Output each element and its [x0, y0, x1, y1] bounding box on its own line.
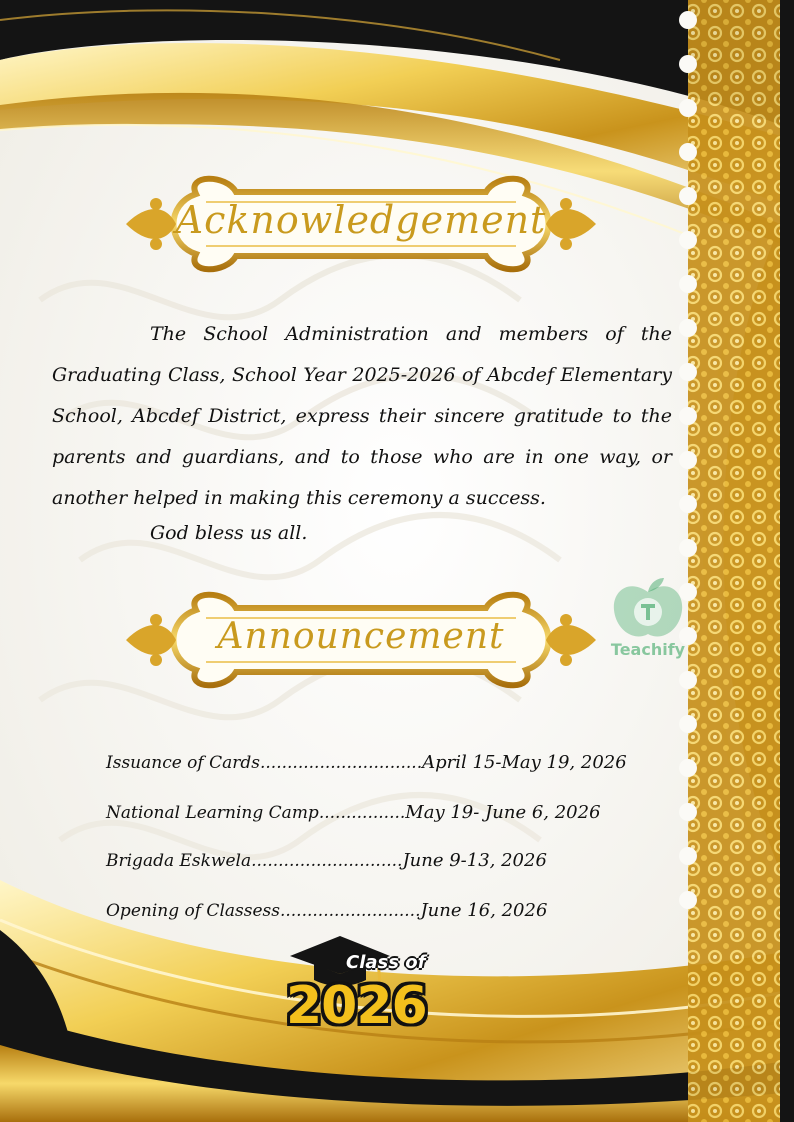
acknowledgement-body: The School Administration and members of the Graduating Class, School Year 2025-2026 of Abcdef Elementary School, Abcdef District, express their sincere gratitude to the parents and guardians, and to those who are in one way, or another helped in making this ceremony a success.: [52, 323, 672, 509]
badge-class-of: Class of: [346, 952, 426, 973]
schedule-label: National Learning Camp: [106, 803, 319, 823]
schedule-label: Opening of Classess: [106, 901, 280, 921]
schedule-item: [106, 850, 547, 871]
class-of-badge: [280, 930, 440, 1050]
schedule-date: June 16, 2026: [420, 900, 548, 921]
announcement-frame: [126, 590, 596, 690]
schedule-dots: ................: [318, 803, 406, 823]
blessing-text: God bless us all.: [150, 522, 308, 544]
schedule-date: May 19- June 6, 2026: [405, 802, 601, 823]
acknowledgement-frame: [126, 174, 596, 274]
watermark-text: Teachify: [610, 640, 686, 659]
announcement-heading: Announcement: [217, 616, 505, 657]
acknowledgement-heading: Acknowledgement: [175, 198, 547, 242]
badge-year: 2026: [286, 976, 427, 1036]
schedule-date: June 9-13, 2026: [402, 850, 547, 871]
schedule-dots: ..........................: [279, 901, 421, 921]
schedule-dots: ..............................: [260, 753, 423, 773]
schedule-label: Issuance of Cards: [106, 753, 260, 773]
schedule-item: [106, 802, 601, 823]
schedule-item: [106, 900, 547, 921]
teachify-watermark: [598, 574, 698, 674]
apple-icon: [598, 574, 698, 644]
schedule-dots: ............................: [251, 851, 403, 871]
schedule-item: [106, 752, 627, 773]
schedule-date: April 15-May 19, 2026: [422, 752, 627, 773]
schedule-label: Brigada Eskwela: [106, 851, 252, 871]
